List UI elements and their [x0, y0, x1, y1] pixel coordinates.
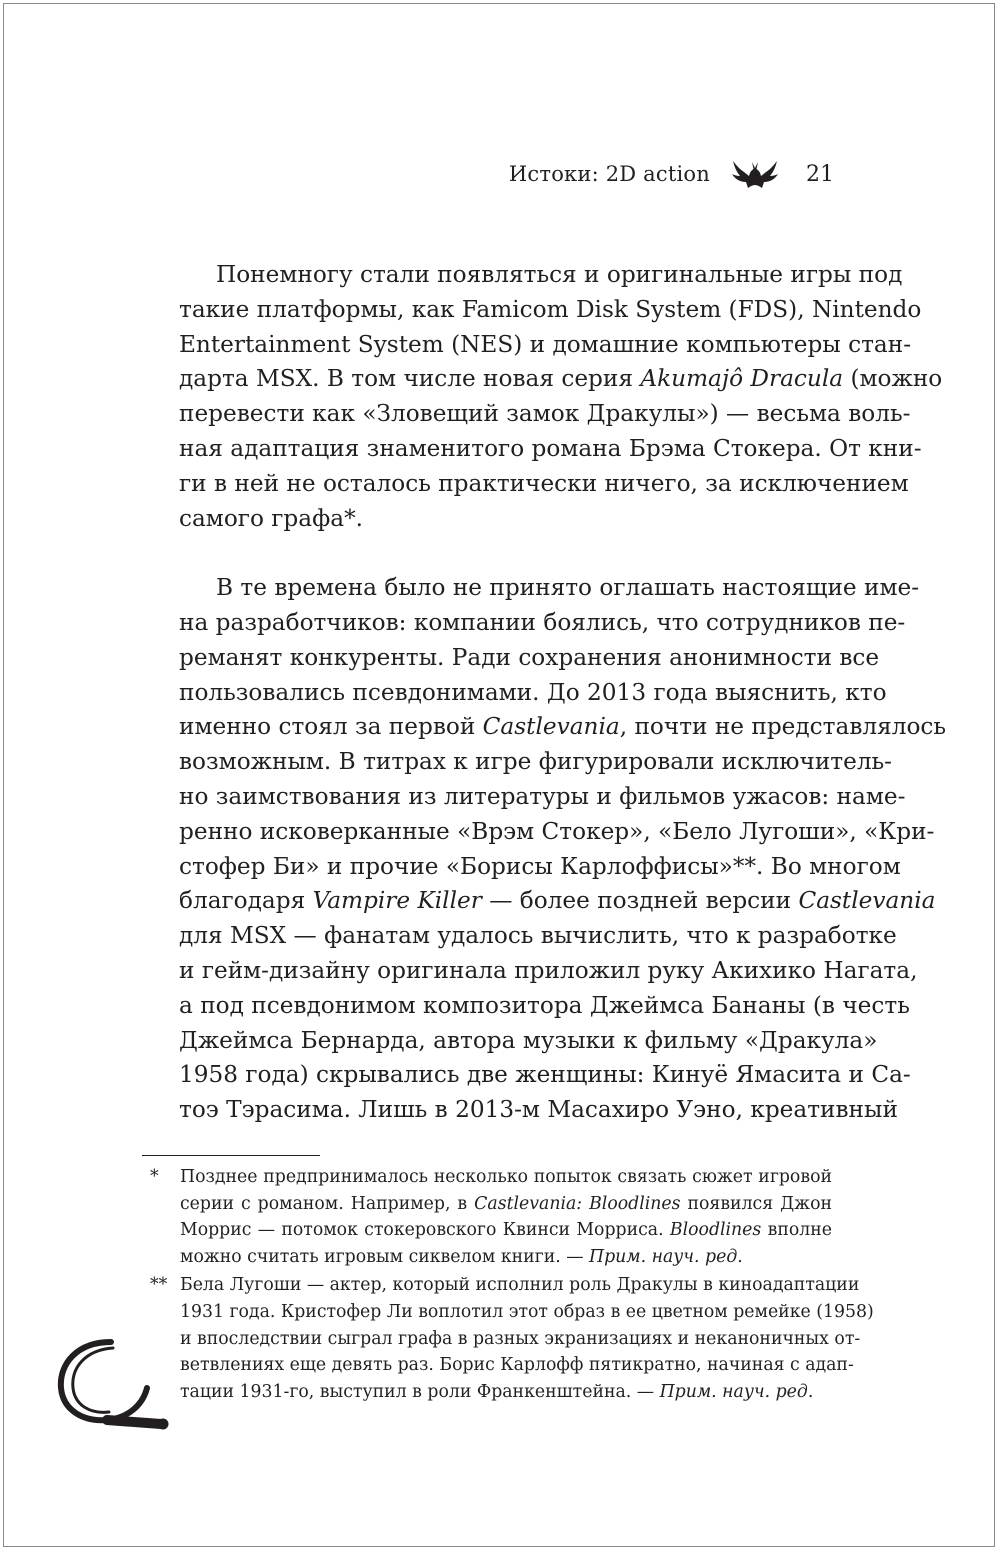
text-line: именно стоял за первой Castlevania, почти не представлялось — [179, 713, 947, 741]
footnote — [142, 1272, 874, 1405]
footnotes — [142, 1164, 874, 1405]
text-line: дарта MSX. В том числе новая серия Akumajô Dracula (можно — [179, 365, 943, 393]
footnote-line: и впоследствии сыграл графа в разных экранизациях и неканоничных от- — [180, 1328, 861, 1349]
text-line: на разработчиков: компании боялись, что сотрудников пе- — [179, 608, 906, 636]
text-line: такие платформы, как Famicom Disk System (FDS), Nintendo — [179, 295, 922, 323]
text-line: пользовались псевдонимами. До 2013 года выяснить, кто — [179, 678, 887, 706]
text-line: возможным. В титрах к игре фигурировали исключитель- — [179, 748, 893, 776]
text-line: а под псевдонимом композитора Джеймса Бананы (в честь — [179, 991, 910, 1019]
paragraph — [142, 258, 943, 536]
text-line: стофер Би» и прочие «Борисы Карлоффисы»**. Во многом — [179, 852, 901, 880]
footnote-mark: ** — [150, 1275, 168, 1296]
footnote-mark: * — [150, 1167, 159, 1187]
text-line: самого графа*. — [179, 504, 364, 532]
text-line: благодаря Vampire Killer — более поздней версии Castlevania — [179, 887, 936, 915]
footnote-line: Бела Лугоши — актер, который исполнил роль Дракулы в киноадаптации — [180, 1275, 860, 1296]
footnote-line: ветвлениях еще девять раз. Борис Карлофф пятикратно, начиная с адап- — [180, 1355, 854, 1376]
text-line: ренно исковерканные «Врэм Стокер», «Бело Лугоши», «Кри- — [179, 817, 935, 845]
paragraph — [142, 571, 947, 1128]
running-header — [504, 154, 834, 194]
text-line: ная адаптация знаменитого романа Брэма Стокера. От кни- — [179, 434, 922, 462]
whip-icon — [49, 1324, 179, 1444]
footnote-divider — [142, 1155, 320, 1156]
text-line: Джеймса Бернарда, автора музыки к фильму «Дракула» — [179, 1026, 878, 1054]
text-line: и гейм-дизайну оригинала приложил руку Акихико Нагата, — [179, 956, 918, 984]
text-line: В те времена было не принято оглашать настоящие име- — [216, 574, 920, 602]
text-line: тоэ Тэрасима. Лишь в 2013-м Масахиро Уэно, креативный — [179, 1096, 898, 1124]
text-line: ги в ней не осталось практически ничего, за исключением — [179, 469, 909, 497]
page — [3, 3, 995, 1547]
body-text — [142, 258, 947, 1128]
footnote-line: Позднее предпринималось несколько попыток связать сюжет игровой — [180, 1167, 832, 1187]
text-line: реманят конкуренты. Ради сохранения анонимности все — [179, 643, 880, 671]
section-title: Истоки: 2D action — [508, 162, 710, 186]
footnote-line: 1931 года. Кристофер Ли воплотил этот образ в ее цветном ремейке (1958) — [180, 1301, 874, 1322]
text-line: Entertainment System (NES) и домашние компьютеры стан- — [179, 330, 912, 358]
footnote-line: серии с романом. Например, в Castlevania: Bloodlines появился Джон — [180, 1193, 832, 1214]
footnote-line: можно считать игровым сиквелом книги. — Прим. науч. ред. — [180, 1246, 743, 1267]
text-line: 1958 года) скрывались две женщины: Кинуё Ямасита и Са- — [179, 1061, 911, 1089]
page-number: 21 — [806, 161, 834, 187]
footnote-line: тации 1931-го, выступил в роли Франкенштейна. — Прим. науч. ред. — [180, 1381, 814, 1402]
text-line: но заимствования из литературы и фильмов ужасов: наме- — [179, 782, 906, 810]
bat-icon — [730, 158, 780, 190]
footnote-line: Моррис — потомок стокеровского Квинси Морриса. Bloodlines вполне — [180, 1220, 832, 1241]
footnote — [142, 1164, 832, 1270]
text-line: для MSX — фанатам удалось вычислить, что к разработке — [179, 922, 897, 950]
text-line: Понемногу стали появляться и оригинальные игры под — [216, 261, 903, 288]
text-line: перевести как «Зловещий замок Дракулы») — весьма воль- — [179, 400, 911, 428]
